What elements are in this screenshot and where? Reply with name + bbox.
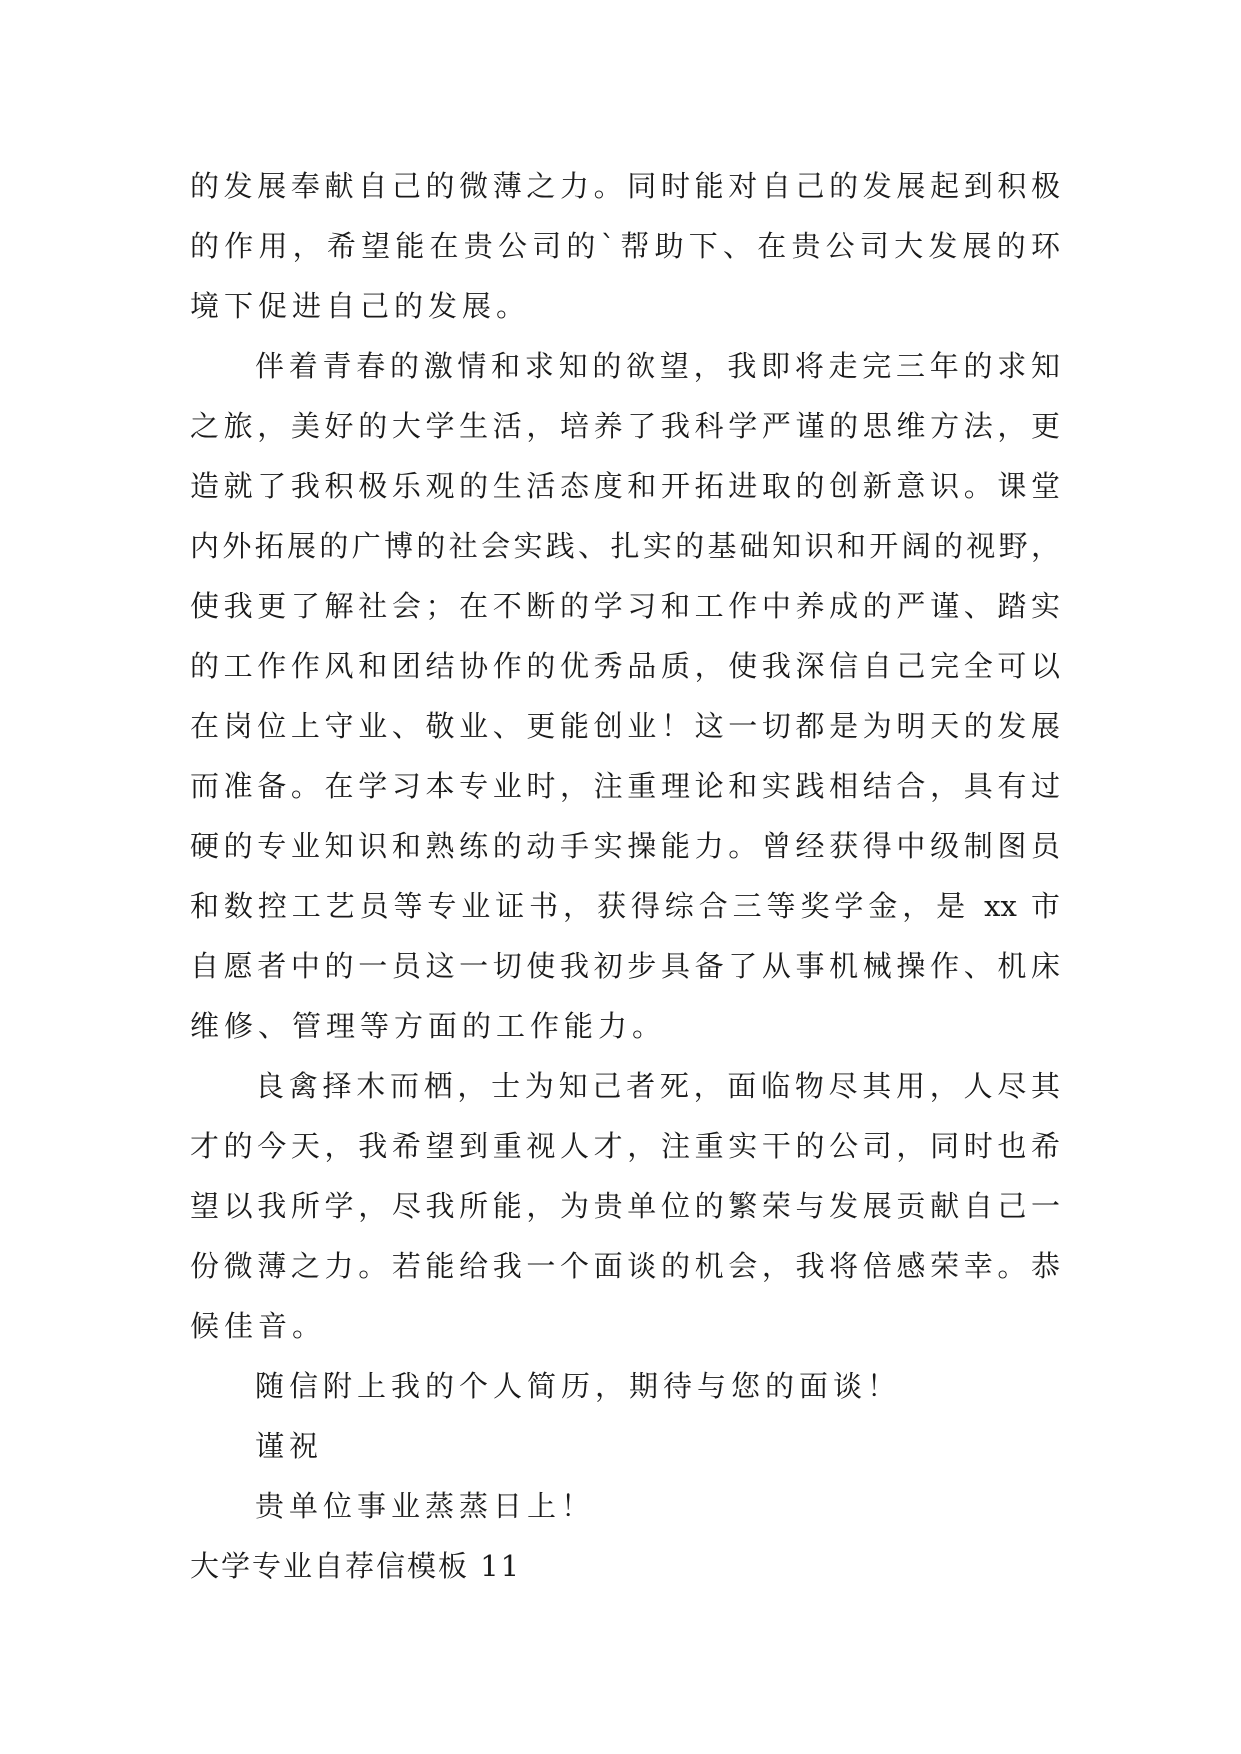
paragraph-line: 良禽择木而栖，士为知己者死，面临物尽其用，人尽其 [255,1069,1060,1103]
paragraph-line: 和数控工艺员等专业证书，获得综合三等奖学金，是 xx 市 [190,889,1060,923]
paragraph-line: 自愿者中的一员这一切使我初步具备了从事机械操作、机床 [190,949,1060,983]
paragraph-line: 硬的专业知识和熟练的动手实操能力。曾经获得中级制图员 [190,829,1060,863]
paragraph-line: 的作用，希望能在贵公司的`帮助下、在贵公司大发展的环 [190,229,1060,263]
section-heading: 大学专业自荐信模板 11 [190,1549,522,1583]
paragraph-line: 望以我所学，尽我所能，为贵单位的繁荣与发展贡献自己一 [190,1189,1060,1223]
paragraph-line: 造就了我积极乐观的生活态度和开拓进取的创新意识。课堂 [190,469,1060,503]
paragraph-line: 在岗位上守业、敬业、更能创业！这一切都是为明天的发展 [190,709,1060,743]
paragraph-line: 内外拓展的广博的社会实践、扎实的基础知识和开阔的视野， [190,529,1060,563]
paragraph-line: 候佳音。 [190,1309,327,1343]
paragraph-line: 维修、管理等方面的工作能力。 [190,1009,667,1043]
paragraph-line: 之旅，美好的大学生活，培养了我科学严谨的思维方法，更 [190,409,1060,443]
paragraph-line: 的发展奉献自己的微薄之力。同时能对自己的发展起到积极 [190,169,1060,203]
paragraph-line: 份微薄之力。若能给我一个面谈的机会，我将倍感荣幸。恭 [190,1249,1060,1283]
paragraph-line: 而准备。在学习本专业时，注重理论和实践相结合，具有过 [190,769,1060,803]
paragraph-line: 伴着青春的激情和求知的欲望，我即将走完三年的求知 [255,349,1060,383]
salutation: 谨祝 [255,1429,324,1463]
closing-wish: 贵单位事业蒸蒸日上！ [255,1489,596,1523]
paragraph-line: 使我更了解社会；在不断的学习和工作中养成的严谨、踏实 [190,589,1060,623]
paragraph-line: 境下促进自己的发展。 [190,289,531,323]
closing-line: 随信附上我的个人简历，期待与您的面谈！ [255,1369,902,1403]
paragraph-line: 才的今天，我希望到重视人才，注重实干的公司，同时也希 [190,1129,1060,1163]
paragraph-line: 的工作作风和团结协作的优秀品质，使我深信自己完全可以 [190,649,1060,683]
